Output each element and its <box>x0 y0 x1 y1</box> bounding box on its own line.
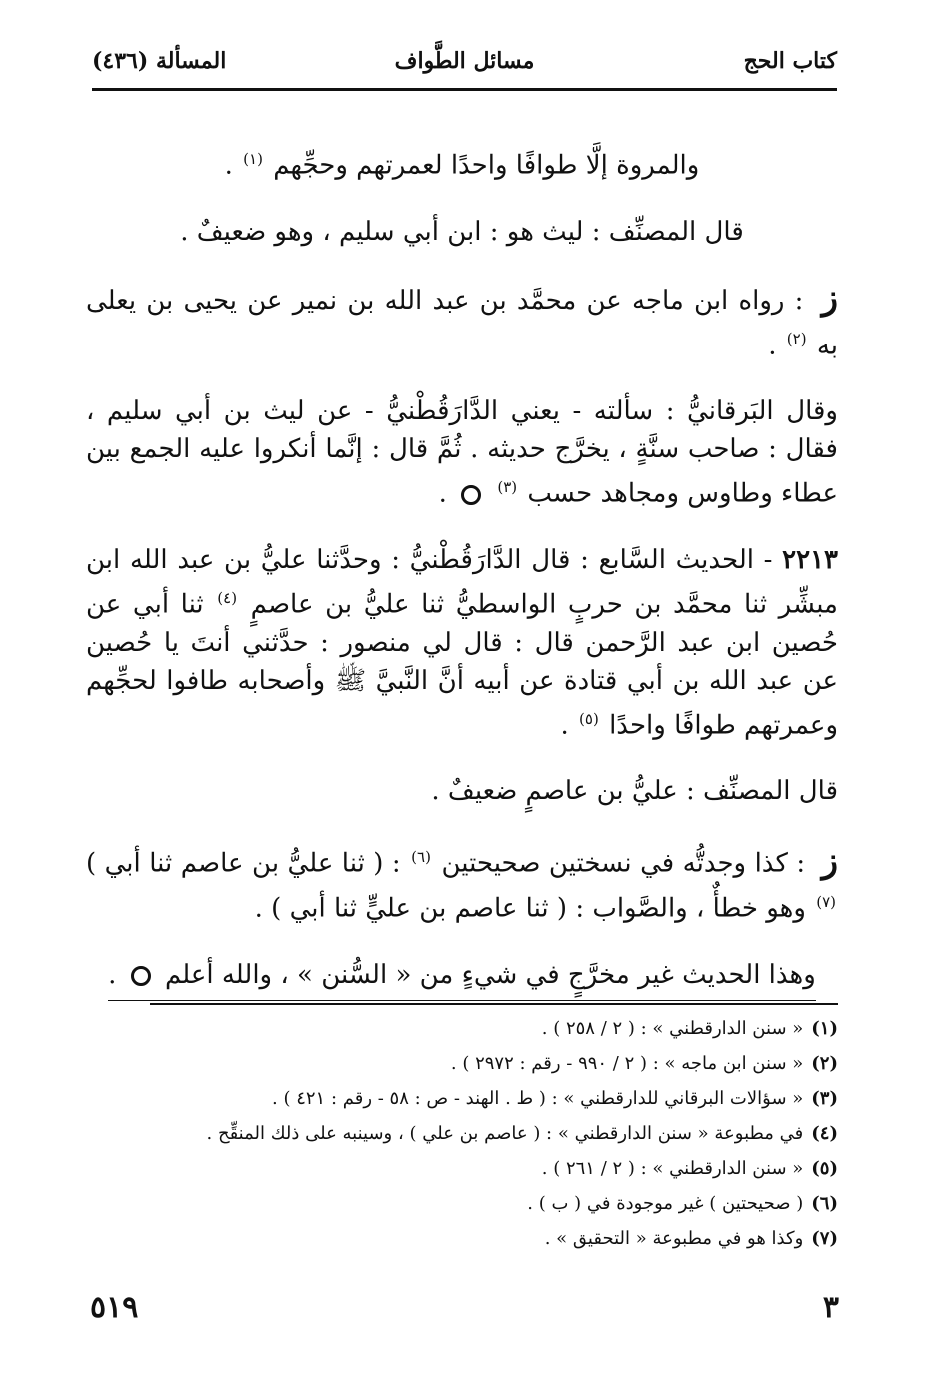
paragraph-7-text-b: : ( ثنا عليُّ بن عاصم ثنا أبي ) <box>86 848 401 879</box>
end-circle-icon <box>131 966 151 986</box>
paragraph-1-text: والمروة إلَّا طوافًا واحدًا لعمرتهم وحجِّهم <box>273 150 700 181</box>
footnote-ref-6: (٦) <box>411 848 431 867</box>
footnote-ref-4: (٤) <box>217 588 238 607</box>
paragraph-8 <box>86 956 838 1001</box>
footnote-2 <box>150 1046 838 1081</box>
footnote-text: في مطبوعة « سنن الدارقطني » : ( عاصم بن علي ) ، وسينبه على ذلك المنقِّح . <box>206 1123 804 1144</box>
paragraph-5-end: . <box>560 710 569 741</box>
paragraph-3-end: . <box>768 330 777 361</box>
footnote-text: ( صحيحتين ) غير موجودة في ( ب ) . <box>527 1193 804 1214</box>
closing-line <box>108 956 816 1001</box>
footnote-ref-3: (٣) <box>497 478 518 497</box>
footnote-text: « سؤالات البرقاني للدارقطني » : ( ط . الهند - ص : ٥٨ - رقم : ٤٢١ ) . <box>272 1088 804 1109</box>
footnote-ref-2: (٢) <box>786 329 807 348</box>
footnote-ref-1: (١) <box>243 150 263 168</box>
footnote-number: (٧) <box>811 1228 838 1249</box>
paragraph-3 <box>86 279 838 365</box>
paragraph-5 <box>86 541 838 744</box>
footnote-7 <box>150 1221 838 1256</box>
editor-mark: ز <box>821 277 839 318</box>
footnote-3 <box>150 1081 838 1116</box>
footnote-number: (٥) <box>811 1158 838 1179</box>
footnote-text: « سنن الدارقطني » : ( ٢ / ٢٦١ ) . <box>541 1158 804 1179</box>
main-text <box>86 140 838 1029</box>
paragraph-7 <box>86 838 838 927</box>
footnote-4 <box>150 1116 838 1151</box>
paragraph-1-end: . <box>224 150 233 181</box>
paragraph-8-end: . <box>108 959 117 990</box>
footnote-6 <box>150 1186 838 1221</box>
editor-mark: ز <box>821 840 838 881</box>
paragraph-8-text: وهذا الحديث غير مخرَّجٍ في شيءٍ من « السُّنن » ، والله أعلم <box>164 959 816 990</box>
paragraph-5-text-b: ثنا أبي عن حُصين ابن عبد الرَّحمن قال : قال لي منصور : حدَّثني أنتَ يا حُصين عن عبد الله بن أبي قتادة عن أبيه أنَّ النَّبيَّ ﷺ وأصحابه طافوا لحجِّهم وعمرتهم طوافًا واحدًا <box>86 589 838 741</box>
paragraph-2: قال المصنِّف : ليث هو : ابن أبي سليم ، وهو ضعيفٌ . <box>180 216 744 247</box>
footnote-1 <box>150 1011 838 1046</box>
header-issue-number: المسألة (٤٣٦) <box>92 48 227 74</box>
paragraph-5-text-a: - الحديث السَّابع : قال الدَّارَقُطْنيُّ : وحدَّثنا عليُّ بن عبد الله ابن مبشِّر ثنا محمَّد بن حربٍ الواسطيُّ ثنا عليُّ بن عاصمٍ <box>86 544 838 620</box>
paragraph-4-text: وقال البَرقانيُّ : سألته - يعني الدَّارَقُطْنيُّ - عن ليث بن أبي سليم ، فقال : صاحب سنَّةٍ ، يخرَّج حديثه . ثُمَّ قال : إنَّما أنكروا عليه الجمع بين عطاء وطاوس ومجاهد حسب <box>86 396 838 509</box>
footnote-number: (٣) <box>811 1088 838 1109</box>
paragraph-7-text-c: وهو خطأٌ ، والصَّواب : ( ثنا عاصم بن عليٍّ ثنا أبي ) . <box>254 893 806 924</box>
paragraph-4 <box>86 392 838 513</box>
paragraph-3-text: : رواه ابن ماجه عن محمَّد بن عبد الله بن نمير عن يحيى بن يعلى به <box>86 285 838 361</box>
footnote-ref-7: (٧) <box>816 892 836 911</box>
section-page-number: ٣ <box>822 1290 839 1325</box>
running-header <box>92 38 837 91</box>
paragraph-6: قال المصنِّف : عليُّ بن عاصمٍ ضعيفٌ . <box>431 776 838 807</box>
footnotes <box>150 1003 838 1256</box>
footnote-number: (٤) <box>811 1123 838 1144</box>
footnote-text: « سنن ابن ماجه » : ( ٢ / ٩٩٠ - رقم : ٢٩٧٢ ) . <box>450 1053 804 1074</box>
footnote-number: (٦) <box>811 1193 838 1214</box>
end-circle-icon <box>461 485 481 505</box>
page-number: ٥١٩ <box>90 1290 139 1325</box>
footnote-number: (٢) <box>811 1053 838 1074</box>
footnote-text: « سنن الدارقطني » : ( ٢ / ٢٥٨ ) . <box>541 1018 804 1039</box>
footnote-5 <box>150 1151 838 1186</box>
hadith-number: ٢٢١٣ <box>782 544 839 575</box>
footnote-number: (١) <box>811 1018 838 1039</box>
paragraph-7-text-a: : كذا وجدتُّه في نسختين صحيحتين <box>441 848 806 879</box>
footnote-ref-5: (٥) <box>579 709 599 728</box>
header-book-title: كتاب الحج <box>743 48 837 74</box>
header-chapter-title: مسائل الطَّواف <box>394 48 535 74</box>
paragraph-1 <box>86 140 838 185</box>
footnote-text: وكذا هو في مطبوعة « التحقيق » . <box>544 1228 804 1249</box>
paragraph-4-end: . <box>438 478 447 509</box>
